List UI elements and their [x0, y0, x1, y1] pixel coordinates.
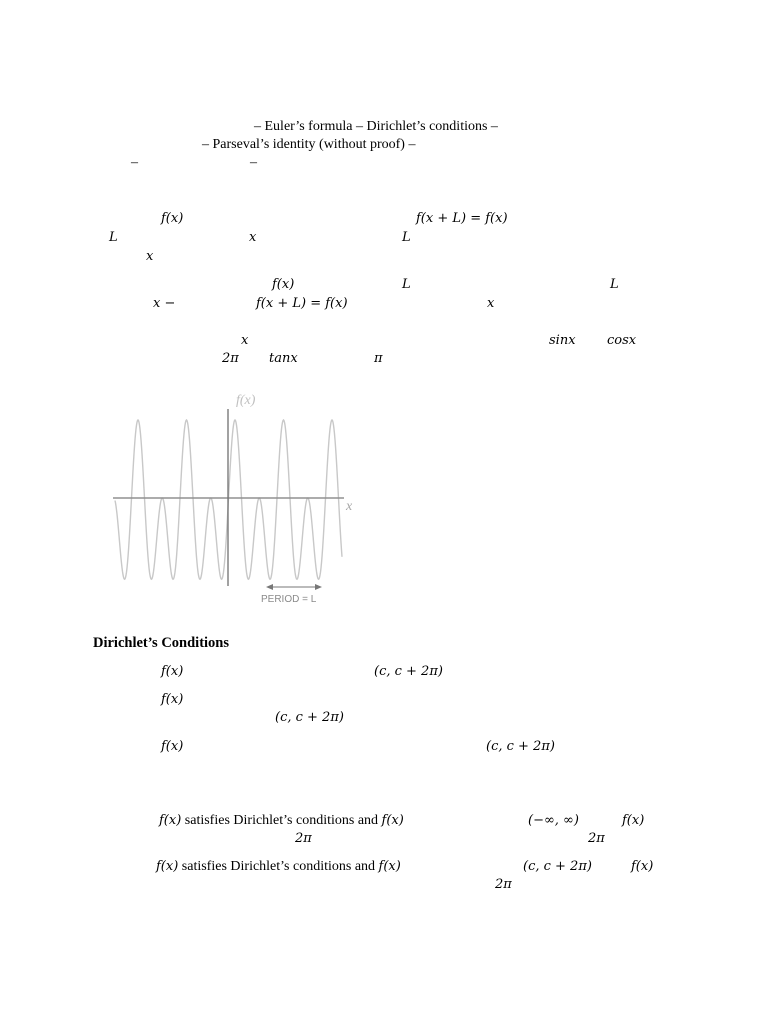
theorem-1-fx3: f(x): [622, 813, 645, 828]
def2-equation: f(x + L) = f(x): [256, 296, 348, 311]
theorem-2-fx: f(x): [156, 859, 179, 874]
condition-3-fx: f(x): [161, 739, 184, 754]
theorem-1-two-pi-a: 2π: [295, 831, 312, 846]
condition-1-fx: f(x): [161, 664, 184, 679]
header-line-1: – Euler’s formula – Dirichlet’s conditions –: [254, 119, 498, 134]
example-pi: π: [374, 351, 383, 366]
header-dash-b: –: [250, 155, 257, 170]
theorem-1-text: satisfies Dirichlet’s conditions and: [181, 813, 382, 828]
periodic-x1: x: [249, 230, 257, 245]
theorem-2-line: [156, 860, 401, 874]
header-line-2: – Parseval’s identity (without proof) –: [202, 137, 416, 152]
example-sinx: sinx: [549, 333, 576, 348]
example-cosx: cosx: [607, 333, 637, 348]
theorem-2-two-pi: 2π: [495, 877, 512, 892]
condition-1-interval: (c, c + 2π): [374, 664, 443, 679]
condition-3-interval: (c, c + 2π): [486, 739, 555, 754]
periodic-L2: L: [402, 230, 411, 245]
theorem-1-line: [159, 814, 404, 828]
periodic-L1: L: [109, 230, 118, 245]
figure-y-label: f(x): [236, 393, 256, 408]
condition-2-fx: f(x): [161, 692, 184, 707]
theorem-2-text: satisfies Dirichlet’s conditions and: [178, 859, 379, 874]
def2-L1: L: [402, 277, 411, 292]
def2-x-minus: x −: [153, 296, 176, 311]
theorem-1-fx: f(x): [159, 813, 182, 828]
figure-period-label: PERIOD = L: [261, 594, 317, 605]
theorem-2-fx2: f(x): [378, 859, 401, 874]
periodic-fx: f(x): [161, 211, 184, 226]
theorem-2-interval: (c, c + 2π): [523, 859, 592, 874]
theorem-2-fx3: f(x): [631, 859, 654, 874]
dirichlet-heading: Dirichlet’s Conditions: [93, 635, 230, 651]
periodic-equation: f(x + L) = f(x): [416, 211, 508, 226]
def2-fx: f(x): [272, 277, 295, 292]
example-x: x: [241, 333, 249, 348]
theorem-1-two-pi-b: 2π: [588, 831, 605, 846]
def2-x: x: [487, 296, 495, 311]
condition-2-interval: (c, c + 2π): [275, 710, 344, 725]
def2-L2: L: [610, 277, 619, 292]
figure-x-label: x: [346, 499, 353, 514]
theorem-1-fx2: f(x): [381, 813, 404, 828]
theorem-1-interval: (−∞, ∞): [528, 813, 579, 828]
example-two-pi: 2π: [222, 351, 239, 366]
period-arrow: [266, 584, 322, 590]
header-dash-a: –: [131, 155, 138, 170]
periodic-x2: x: [146, 249, 154, 264]
example-tanx: tanx: [269, 351, 298, 366]
